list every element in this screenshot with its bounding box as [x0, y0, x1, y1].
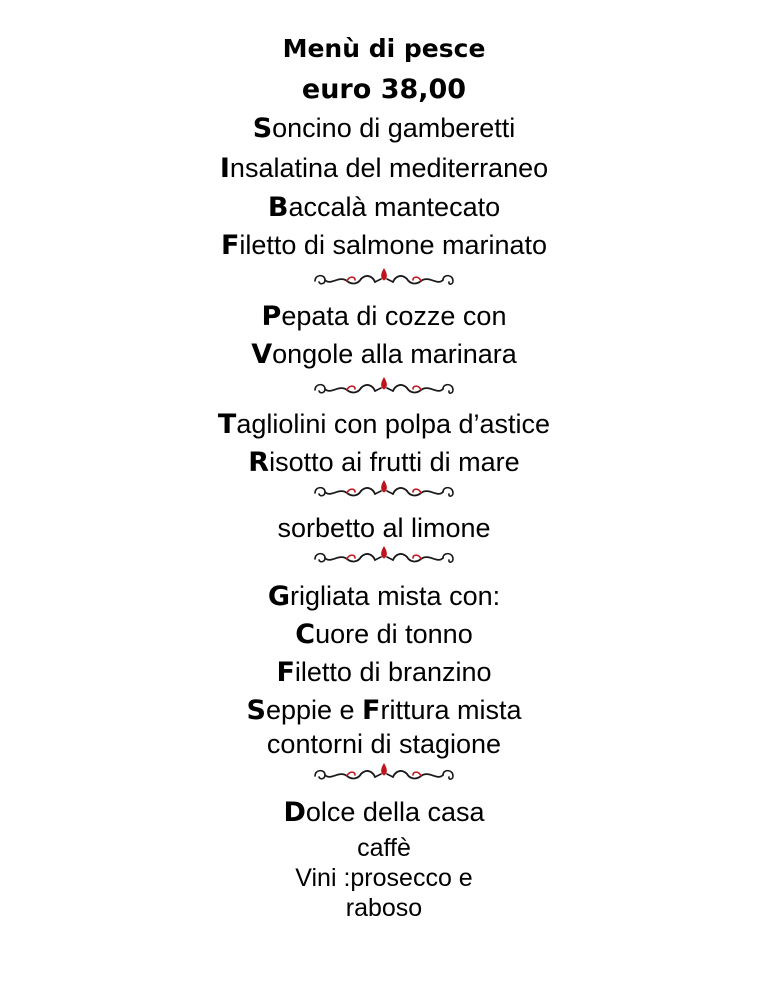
menu-item: raboso — [345, 894, 423, 922]
scroll-divider-icon — [0, 762, 768, 786]
menu-item: Risotto ai frutti di mare — [248, 447, 520, 478]
menu-item: sorbetto al limone — [277, 513, 491, 543]
menu-item: Pepata di cozze con — [261, 301, 507, 332]
scroll-divider-icon — [0, 545, 768, 569]
menu-item: Tagliolini con polpa d’astice — [217, 409, 551, 440]
menu-item: contorni di stagione — [266, 729, 502, 759]
menu-item: Insalatina del mediterraneo — [219, 153, 549, 184]
scroll-divider-icon — [0, 267, 768, 291]
menu-item: Cuore di tonno — [295, 619, 473, 650]
scroll-divider-icon — [0, 479, 768, 503]
menu-price: euro 38,00 — [301, 74, 467, 105]
menu-item: Filetto di salmone marinato — [220, 230, 548, 261]
menu-item: Dolce della casa — [283, 797, 485, 828]
menu-title: Menù di pesce — [282, 34, 486, 63]
scroll-divider-icon — [0, 376, 768, 400]
menu-item: Grigliata mista con: — [267, 581, 501, 612]
menu-item: Soncino di gamberetti — [252, 113, 516, 144]
menu-item: Vongole alla marinara — [251, 339, 517, 370]
menu-item: Vini :prosecco e — [295, 864, 473, 892]
menu-item: Baccalà mantecato — [267, 192, 501, 223]
menu-item: Filetto di branzino — [276, 657, 492, 688]
menu-item: caffè — [357, 834, 411, 862]
menu-item: Seppie e Frittura mista — [246, 695, 522, 726]
